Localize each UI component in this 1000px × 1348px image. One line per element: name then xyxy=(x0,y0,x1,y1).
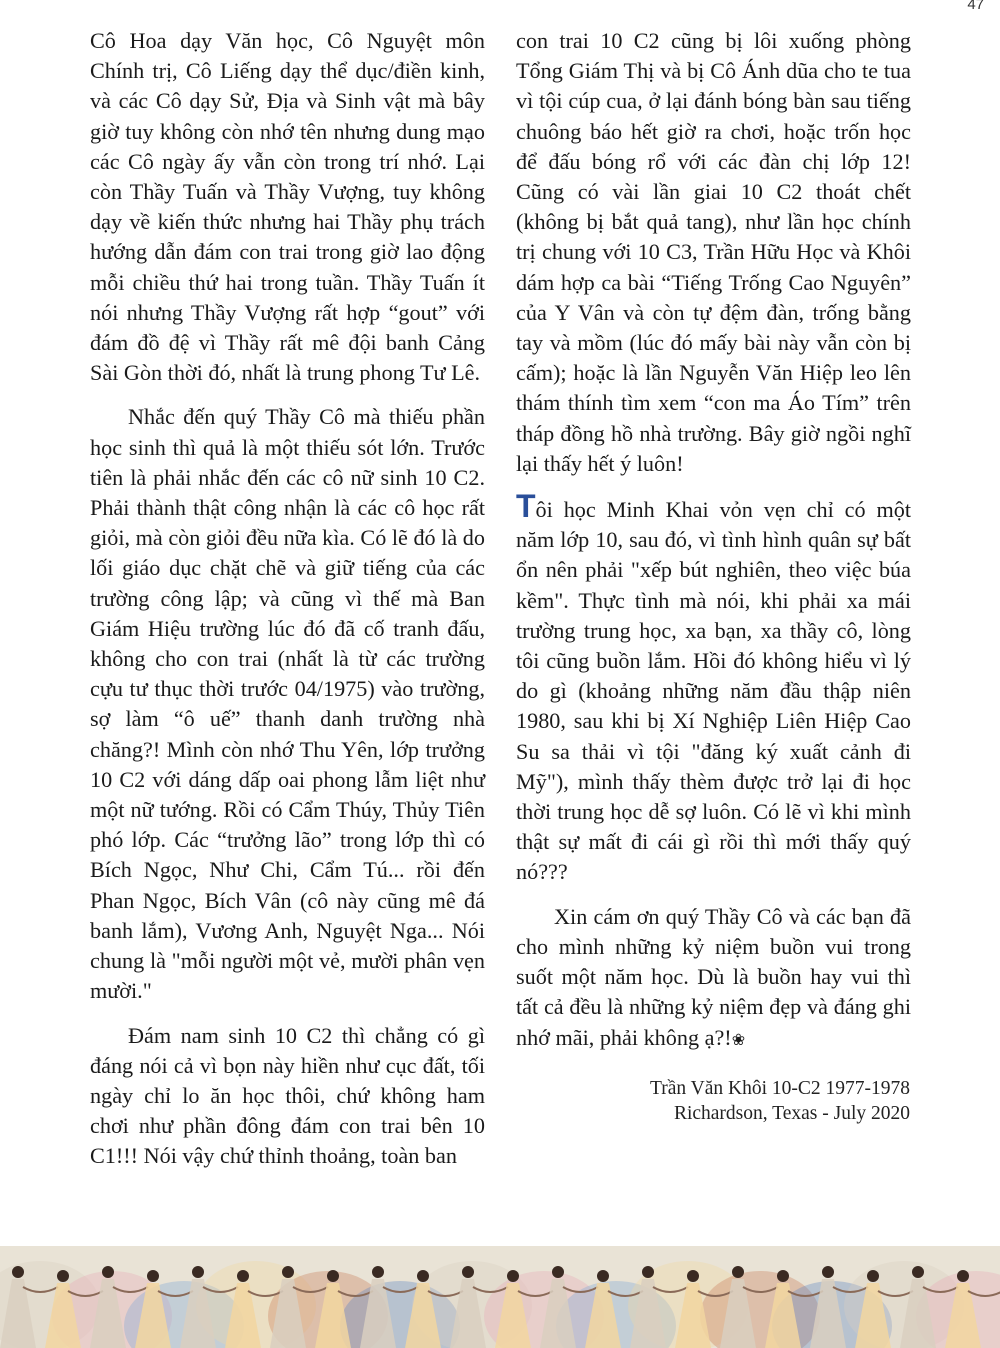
figure-head xyxy=(12,1266,24,1278)
paragraph-leaving-school xyxy=(516,488,911,888)
figure-head xyxy=(282,1266,294,1278)
paragraph-class-pranks: con trai 10 C2 cũng bị lôi xuống phòng Tổng Giám Thị và bị Cô Ánh dũa cho te tua vì tội cúp cua, ở lại đánh bóng bàn sau tiếng chuông báo hết giờ ra chơi, hoặc trốn học để đấu bóng rổ với các đàn chị lớp 12! Cũng có vài lần giai 10 C2 thoát chết (không bị bắt quả tang), như lần học chính trị chung với 10 C3, Trần Hữu Học và Khôi dám hợp ca bài “Tiếng Trống Cao Nguyên” của Y Vân và còn tự đệm đàn, trống bằng tay và mồm (lúc đó mấy bài này vẫn còn bị cấm); hoặc là lần Nguyễn Văn Hiệp leo lên thám thính tìm xem “con ma Áo Tím” trên tháp đồng hồ nhà trường. Bây giờ ngồi nghĩ lại thấy hết ý luôn! xyxy=(516,28,911,476)
figure-head xyxy=(327,1270,339,1282)
flower-end-icon: ❀ xyxy=(731,1031,746,1049)
figure-head xyxy=(417,1270,429,1282)
paragraph-leaving-school-text: ôi học Minh Khai vỏn vẹn chỉ có một năm lớp 10, sau đó, vì tình hình quân sự bất ổn nên phải "xếp bút nghiên, theo việc búa kềm". Thực tình mà nói, khi phải xa mái trường trung học, xa bạn, xa thầy cô, lòng tôi cũng buồn lắm. Hồi đó không hiểu vì lý do gì (khoảng những năm đầu thập niên 1980, sau khi bị Xí Nghiệp Liên Hiệp Cao Su sa thải vì tội "đăng ký xuất cảnh đi Mỹ"), mình thấy thèm được trở lại đi học thời trung học dễ sợ luôn. Có lẽ vì khi mình thật sự mất đi cái gì rồi thì mới thấy quý nó??? xyxy=(516,497,911,885)
page-number: 47 xyxy=(967,0,984,13)
paragraph-male-students: Đám nam sinh 10 C2 thì chẳng có gì đáng nói cả vì bọn này hiền như cục đất, tối ngày chỉ lo ăn học thôi, chứ không ham chơi như phần đông đám con trai bên 10 C1!!! Nói vậy chứ thỉnh thoảng, toàn ban xyxy=(90,1022,485,1169)
figure-head xyxy=(507,1270,519,1282)
paragraph-female-students: Nhắc đến quý Thầy Cô mà thiếu phần học sinh thì quả là một thiếu sót lớn. Trước tiên là phải nhắc đến các cô nữ sinh 10 C2. Phải thành thật công nhận là các cô học rất giỏi, mà còn giỏi đều nữa kìa. Có lẽ đó là do lối giáo dục chặt chẽ và giữ tiếng của các trường công lập; và cũng vì thế mà Ban Giám Hiệu trường lúc đó đã cố tranh đấu, không cho con trai (nhất là từ các trường cựu tư thục thời trước 04/1975) vào trường, sợ làm “ô uế” thanh danh trường nhà chăng?! Mình còn nhớ Thu Yên, lớp trưởng 10 C2 với dáng dấp oai phong lẫm liệt như một nữ tướng. Rồi có Cẩm Thúy, Thủy Tiên phó lớp. Các “trưởng lão” trong lớp thì có Bích Ngọc, Như Chi, Cẩm Tú... rồi đến Phan Ngọc, Bích Vân (cô này cũng mê đá banh lắm), Vương Anh, Nguyệt Nga... Nói chung là "mỗi người một vẻ, mười phân vẹn mười." xyxy=(90,404,485,1004)
girls-in-ao-dai-painting-icon xyxy=(0,1246,1000,1348)
left-column xyxy=(90,26,485,1172)
figure-head xyxy=(462,1266,474,1278)
figure-head xyxy=(822,1266,834,1278)
right-column xyxy=(516,26,911,1056)
figure-head xyxy=(957,1270,969,1282)
figure-head xyxy=(777,1270,789,1282)
figure-head xyxy=(597,1270,609,1282)
signature-author-line: Trần Văn Khôi 10-C2 1977-1978 xyxy=(649,1078,910,1099)
figure-head xyxy=(912,1266,924,1278)
figure-head xyxy=(237,1270,249,1282)
figure-head xyxy=(57,1270,69,1282)
figure-head xyxy=(102,1266,114,1278)
paragraph-teachers: Cô Hoa dạy Văn học, Cô Nguyệt môn Chính trị, Cô Liếng dạy thể dục/điền kinh, và các Cô dạy Sử, Địa và Sinh vật mà bây giờ tuy không còn nhớ tên nhưng dung mạo các Cô ngày ấy vẫn còn trong trí nhớ. Lại còn Thầy Tuấn và Thầy Vượng, tuy không dạy về kiến thức nhưng hai Thầy phụ trách hướng dẫn đám con trai trong giờ lao động mỗi chiều thứ hai trong tuần. Thầy Tuấn ít nói nhưng Thầy Vượng rất hợp “gout” với đám đồ đệ vì Thầy rất mê đội banh Cảng Sài Gòn thời đó, nhất là trung phong Tư Lê. xyxy=(90,28,485,386)
footer-painting xyxy=(0,1246,1000,1348)
signature-place-date: Richardson, Texas - July 2020 xyxy=(673,1103,910,1124)
figure-head xyxy=(732,1266,744,1278)
figure-head xyxy=(552,1266,564,1278)
figure-head xyxy=(867,1270,879,1282)
author-signature xyxy=(540,1076,910,1126)
paragraph-thanks xyxy=(516,902,911,1056)
figure-head xyxy=(147,1270,159,1282)
figure-head xyxy=(642,1266,654,1278)
paragraph-thanks-text: Xin cám ơn quý Thầy Cô và các bạn đã cho mình những kỷ niệm buồn vui trong suốt một năm học. Dù là buồn hay vui thì tất cả đều là những kỷ niệm đẹp và đáng ghi nhớ mãi, phải không ạ?! xyxy=(516,903,911,1050)
drop-cap: T xyxy=(516,488,536,525)
figure-head xyxy=(372,1266,384,1278)
figure-head xyxy=(192,1266,204,1278)
figure-head xyxy=(687,1270,699,1282)
